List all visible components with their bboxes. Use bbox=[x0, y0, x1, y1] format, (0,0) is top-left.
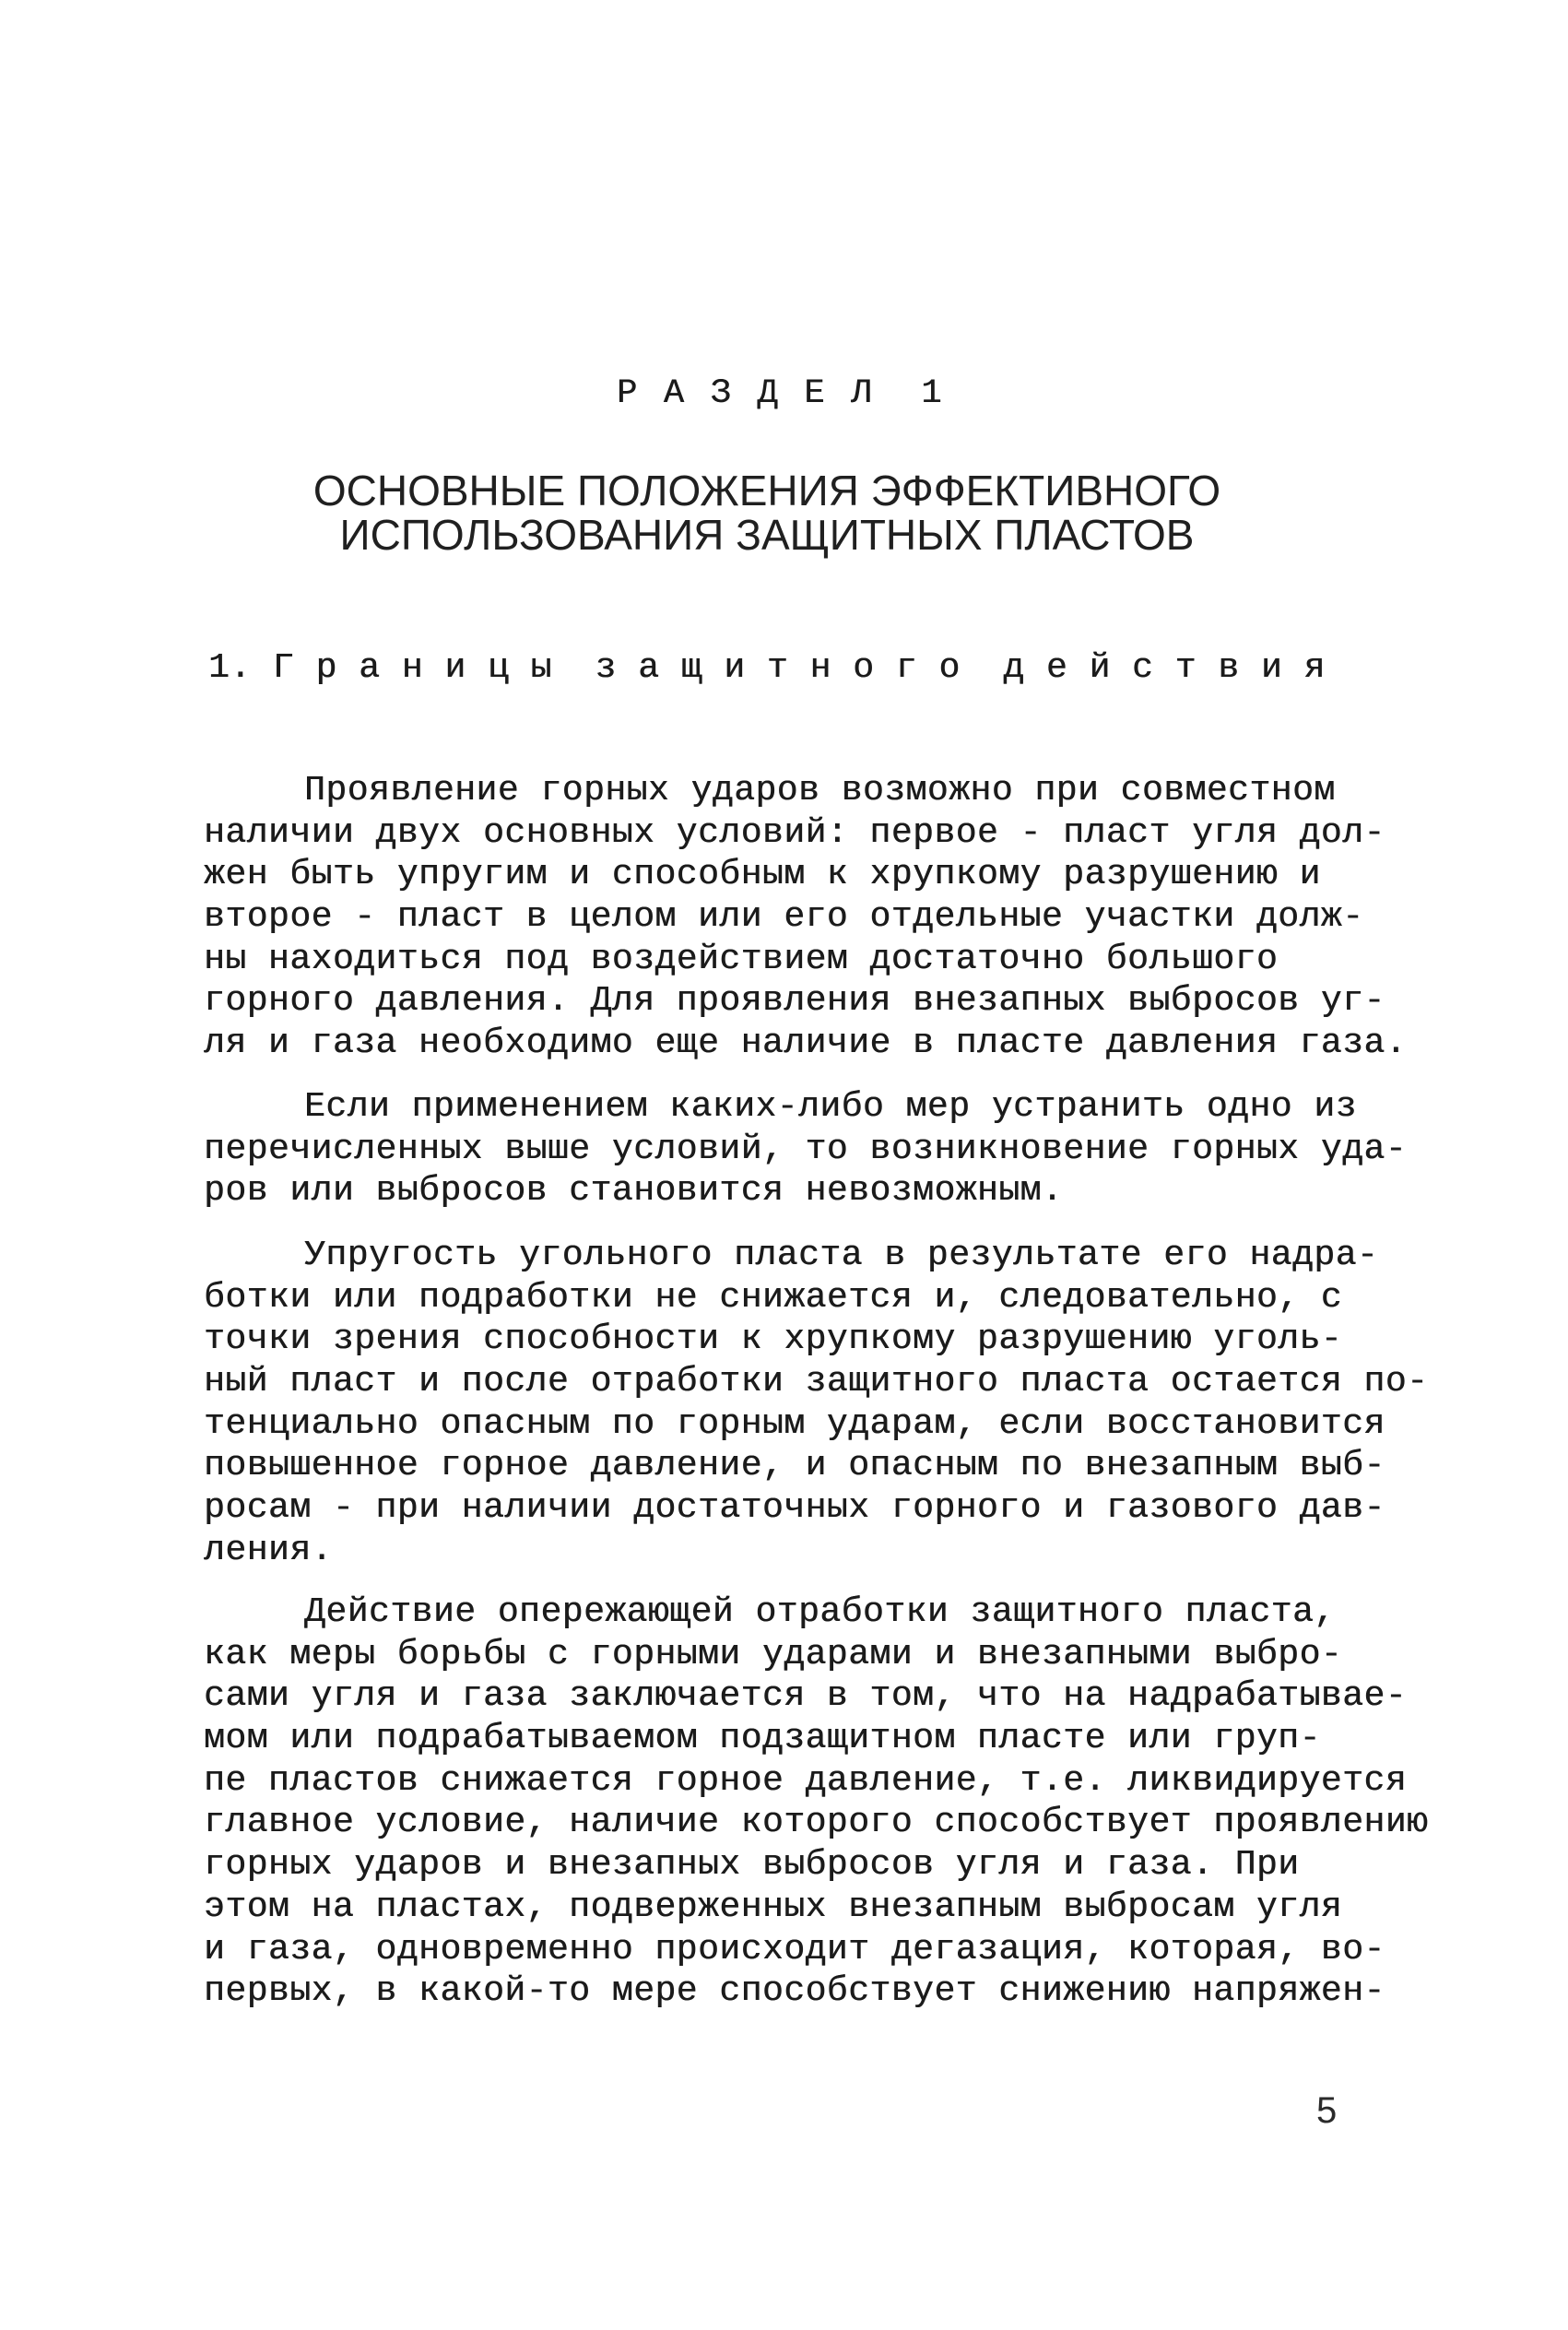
text-line: мом или подрабатываемом подзащитном пласте или груп- bbox=[204, 1719, 1321, 1759]
page-number: 5 bbox=[1316, 2090, 1338, 2131]
text-line: росам - при наличии достаточных горного и газового дав- bbox=[204, 1488, 1385, 1529]
text-line: главное условие, наличие которого способствует проявлению bbox=[204, 1803, 1429, 1843]
paragraph-1 bbox=[204, 770, 1494, 1065]
text-line: Если применением каких-либо мер устранить одно из bbox=[304, 1087, 1357, 1127]
text-line: Проявление горных ударов возможно при совместном bbox=[304, 771, 1336, 810]
subsection-heading: 1. Г р а н и ц ы з а щ и т н о г о д е й с т в и я bbox=[208, 648, 1326, 688]
text-line: ления. bbox=[204, 1530, 333, 1570]
text-line: перечисленных выше условий, то возникновение горных уда- bbox=[204, 1129, 1408, 1169]
text-line: горных ударов и внезапных выбросов угля и газа. При bbox=[204, 1845, 1300, 1886]
text-line: ля и газа необходимо еще наличие в пласте давления газа. bbox=[204, 1023, 1408, 1064]
text-line: и газа, одновременно происходит дегазация, которая, во- bbox=[204, 1929, 1385, 1969]
text-line: повышенное горное давление, и опасным по внезапным выб- bbox=[204, 1446, 1385, 1486]
text-line: ны находиться под воздействием достаточно большого bbox=[204, 939, 1279, 979]
chapter-title bbox=[0, 468, 1534, 557]
text-line: ров или выбросов становится невозможным. bbox=[204, 1171, 1064, 1212]
text-line: горного давления. Для проявления внезапных выбросов уг- bbox=[204, 981, 1385, 1022]
text-line: наличии двух основных условий: первое - пласт угля дол- bbox=[204, 812, 1385, 853]
paragraph-2 bbox=[204, 1086, 1494, 1212]
text-line: Действие опережающей отработки защитного пласта, bbox=[304, 1592, 1336, 1632]
text-line: как меры борьбы с горными ударами и внезапными выбро- bbox=[204, 1634, 1343, 1674]
text-line: ный пласт и после отработки защитного пласта остается по- bbox=[204, 1362, 1429, 1402]
text-line: тенциально опасным по горным ударам, если восстановится bbox=[204, 1403, 1385, 1444]
text-line: первых, в какой-то мере способствует снижению напряжен- bbox=[204, 1971, 1385, 2012]
text-line: точки зрения способности к хрупкому разрушению уголь- bbox=[204, 1319, 1343, 1360]
text-line: сами угля и газа заключается в том, что на надрабатывае- bbox=[204, 1676, 1408, 1717]
paragraph-4 bbox=[204, 1591, 1494, 2013]
chapter-title-line-2: ИСПОЛЬЗОВАНИЯ ЗАЩИТНЫХ ПЛАСТОВ bbox=[339, 511, 1195, 559]
paragraph-3 bbox=[204, 1235, 1494, 1572]
text-line: жен быть упругим и способным к хрупкому разрушению и bbox=[204, 855, 1321, 895]
text-line: пе пластов снижается горное давление, т.е. ликвидируется bbox=[204, 1760, 1408, 1801]
section-label: Р А З Д Е Л 1 bbox=[617, 374, 945, 413]
chapter-title-line-1: ОСНОВНЫЕ ПОЛОЖЕНИЯ ЭФФЕКТИВНОГО bbox=[312, 467, 1221, 514]
text-line: Упругость угольного пласта в результате его надра- bbox=[304, 1236, 1379, 1275]
text-line: ботки или подработки не снижается и, следовательно, с bbox=[204, 1277, 1343, 1318]
text-line: этом на пластах, подверженных внезапным выбросам угля bbox=[204, 1886, 1343, 1927]
text-line: второе - пласт в целом или его отдельные участки долж- bbox=[204, 897, 1364, 938]
